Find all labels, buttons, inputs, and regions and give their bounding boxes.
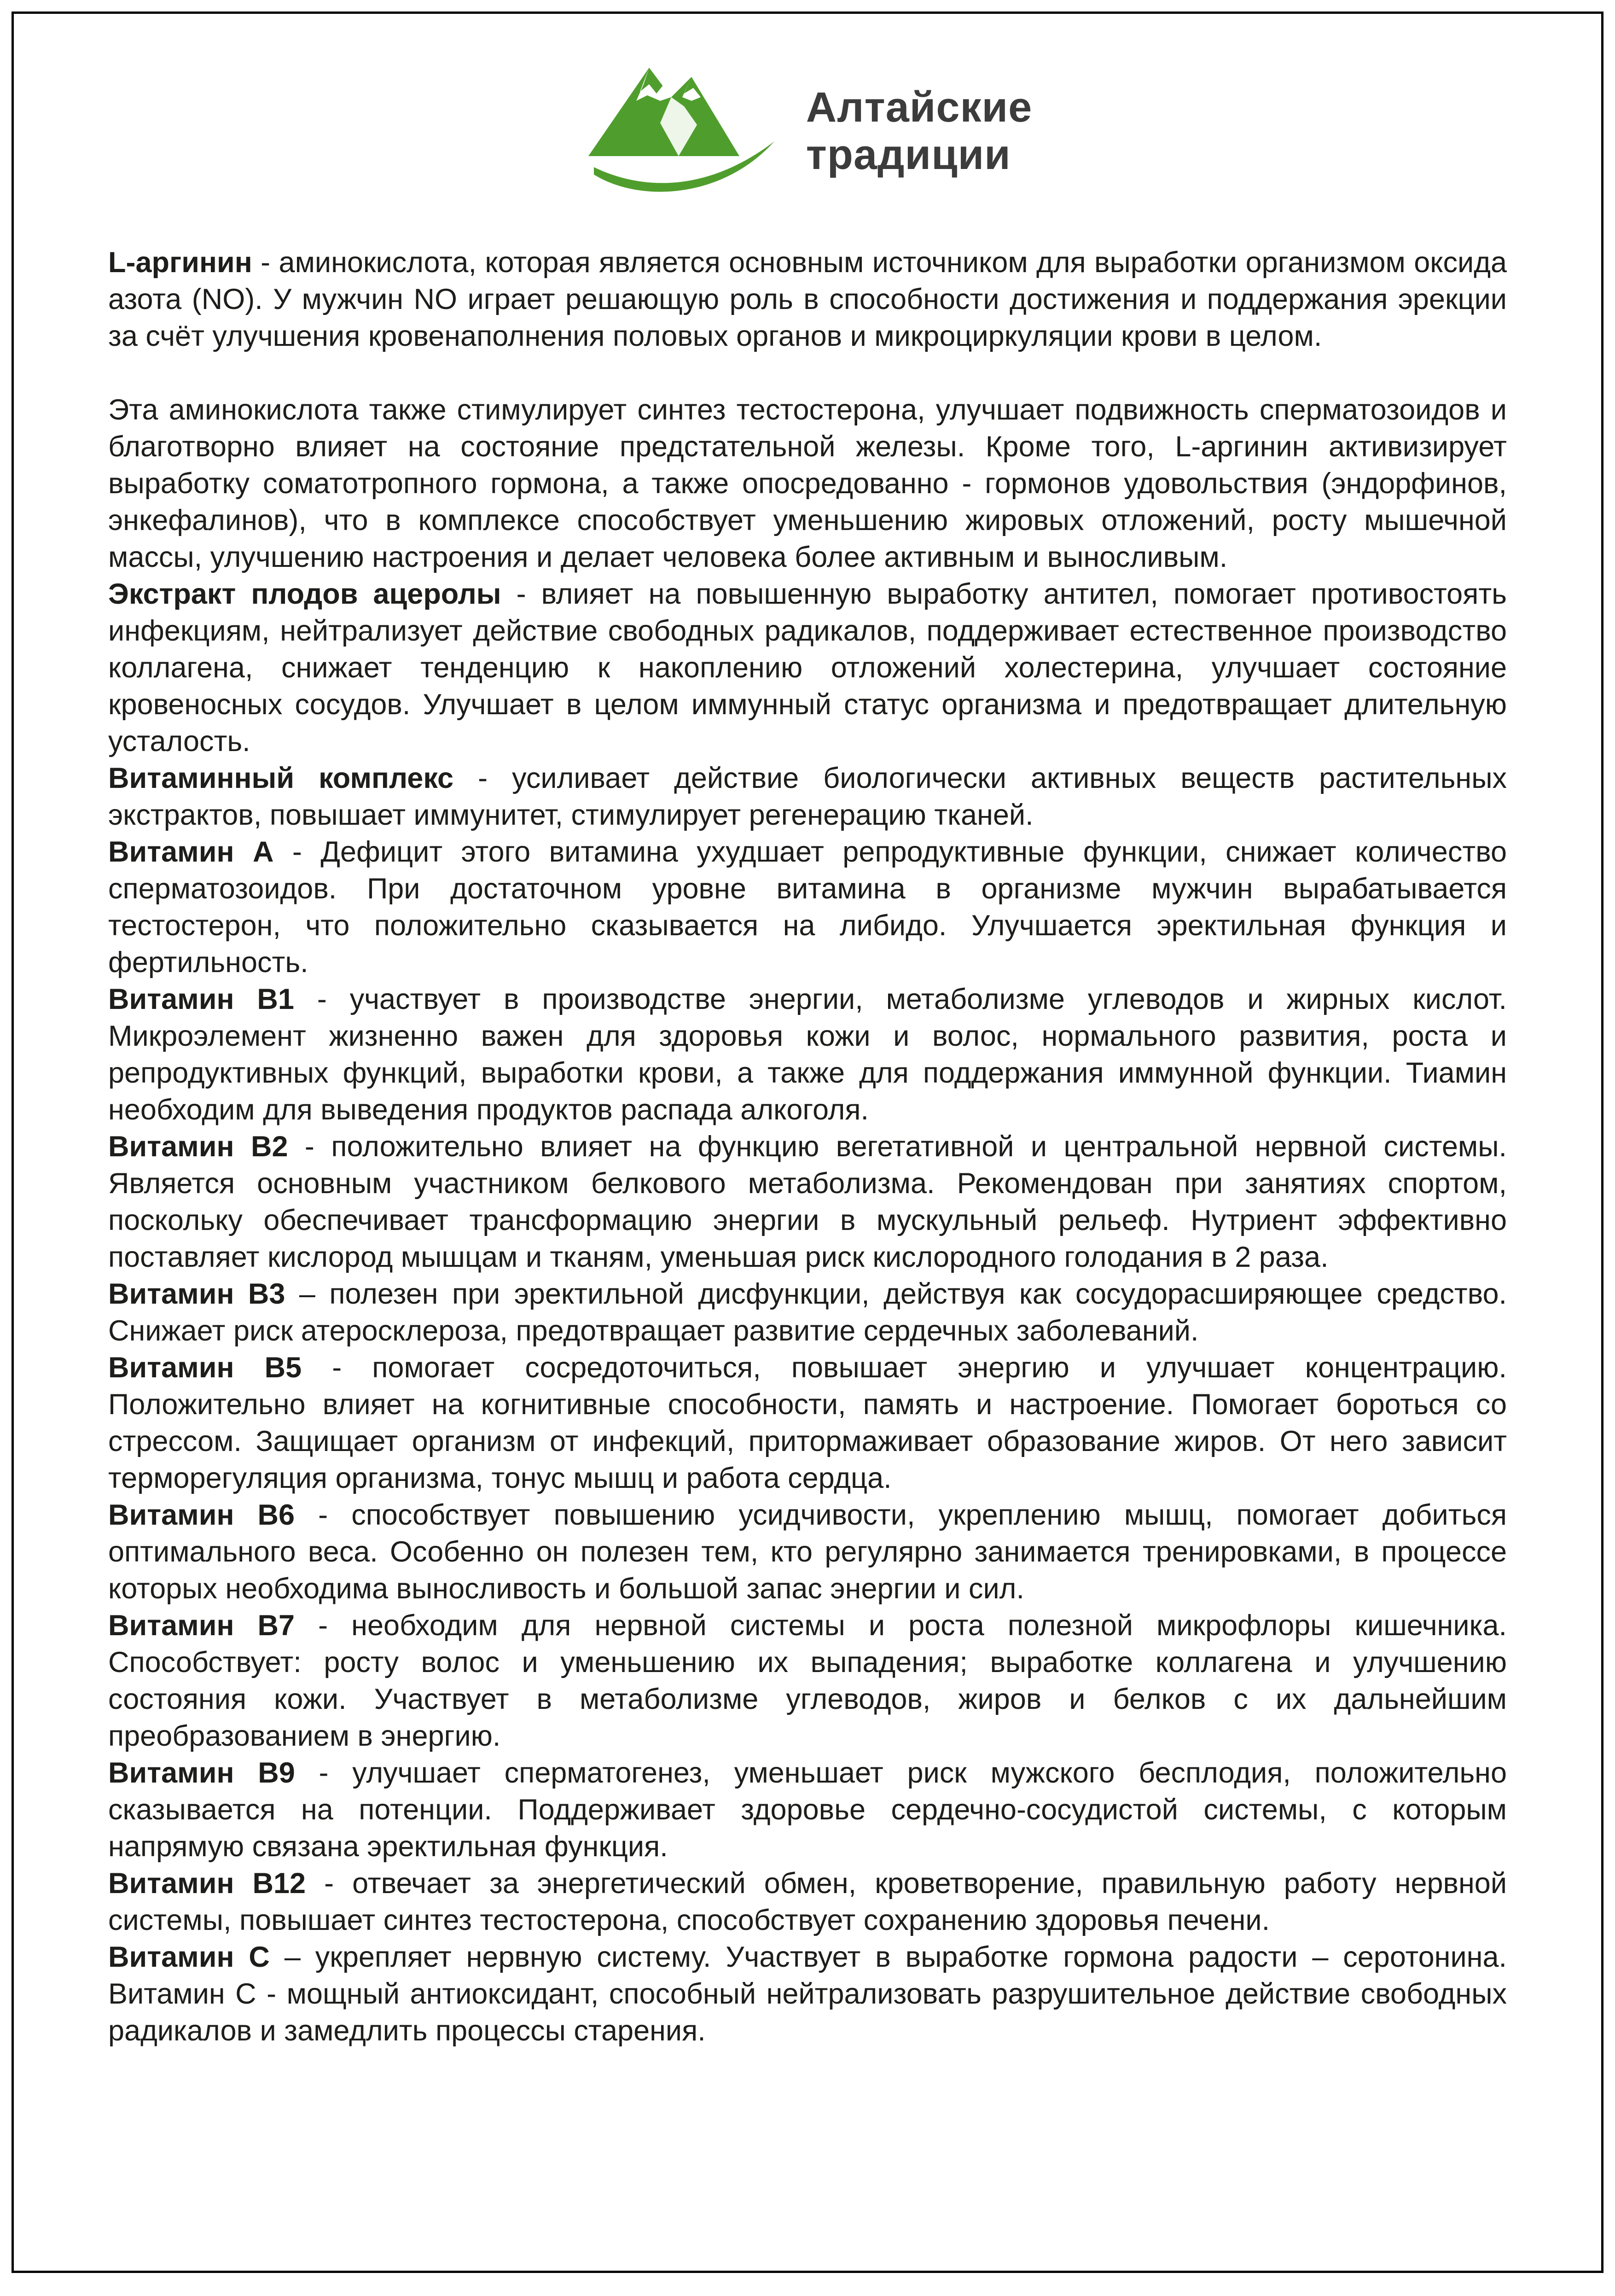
paragraph-lead: Витамин В5 [108,1352,302,1384]
document-body [108,244,1507,2049]
paragraph-text: - влияет на повышенную выработку антител, помогает противостоять инфекциям, нейтрализует действие свободных радикалов, поддерживает естественное производство коллагена, снижает тенденцию к накоплению отложений холестерина, улучшает состояние кровеносных сосудов. Улучшает в целом иммунный статус организма и предотвращает длительную усталость. [108,578,1507,758]
brand-line2: традиции [806,131,1011,178]
paragraph-lead: Витамин С [108,1941,270,1973]
paragraph-lead: Витамин А [108,836,274,868]
paragraph-vitamin-b3 [108,1276,1507,1349]
paragraph-lead: Витамин В3 [108,1278,285,1310]
paragraph-lead: Витамин В12 [108,1867,306,1900]
paragraph-text: - отвечает за энергетический обмен, кроветворение, правильную работу нервной системы, повышает синтез тестостерона, способствует сохранению здоровья печени. [108,1867,1507,1936]
paragraph-vitamin-b6 [108,1497,1507,1607]
document-page [12,12,1603,2273]
paragraph-vitamin-b12 [108,1865,1507,1939]
paragraph-lead: Витамин В9 [108,1757,295,1789]
paragraph-text: Эта аминокислота также стимулирует синтез тестостерона, улучшает подвижность сперматозоидов и благотворно влияет на состояние предстательной железы. Кроме того, L-аргинин активизирует выработку соматотропного гормона, а также опосредованно - гормонов удовольствия (эндорфинов, энкефалинов), что в комплексе способствует уменьшению жировых отложений, росту мышечной массы, улучшению настроения и делает человека более активным и выносливым. [108,394,1507,573]
paragraph-amino-acid [108,391,1507,576]
paragraph-acerola-extract [108,576,1507,760]
paragraph-text: – полезен при эректильной дисфункции, действуя как сосудорасширяющее средство. Снижает риск атеросклероза, предотвращает развитие сердечных заболеваний. [108,1278,1507,1347]
paragraph-lead: Экстракт плодов ацеролы [108,578,501,610]
paragraph-text: - усиливает действие биологически активных веществ растительных экстрактов, повышает иммунитет, стимулирует регенерацию тканей. [108,762,1507,831]
paragraph-l-arginine [108,244,1507,355]
paragraph-vitamin-b5 [108,1349,1507,1497]
paragraph-vitamin-b7 [108,1607,1507,1754]
paragraph-text: - Дефицит этого витамина ухудшает репродуктивные функции, снижает количество сперматозоидов. При достаточном уровне витамина в организме мужчин вырабатывается тестостерон, что положительно сказывается на либидо. Улучшается эректильная функция и фертильность. [108,836,1507,979]
logo-header [108,51,1507,212]
paragraph-vitamin-c [108,1939,1507,2049]
paragraph-vitamin-b9 [108,1754,1507,1865]
brand-name [806,84,1033,179]
paragraph-text: - способствует повышению усидчивости, укреплению мышц, помогает добиться оптимального веса. Особенно он полезен тем, кто регулярно занимается тренировками, в процессе которых необходима выносливость и большой запас энергии и сил. [108,1499,1507,1605]
paragraph-lead: Витамин В2 [108,1131,288,1163]
paragraph-text: - аминокислота, которая является основным источником для выработки организмом оксида азота (NO). У мужчин NO играет решающую роль в способности достижения и поддержания эрекции за счёт улучшения кровенаполнения половых органов и микроциркуляции крови в целом. [108,246,1507,352]
paragraph-text: – укрепляет нервную систему. Участвует в выработке гормона радости – серотонина. Витамин С - мощный антиоксидант, способный нейтрализовать разрушительное действие свободных радикалов и замедлить процессы старения. [108,1941,1507,2047]
paragraph-lead: Витаминный комплекс [108,762,454,794]
brand-line1: Алтайские [806,83,1033,131]
paragraph-text: - необходим для нервной системы и роста полезной микрофлоры кишечника. Способствует: росту волос и уменьшению их выпадения; выработке коллагена и улучшению состояния кожи. Участвует в метаболизме углеводов, жиров и белков с их дальнейшим преобразованием в энергию. [108,1609,1507,1752]
paragraph-vitamin-b2 [108,1128,1507,1276]
paragraph-vitamin-complex [108,760,1507,833]
paragraph-text: - положительно влияет на функцию вегетативной и центральной нервной системы. Является основным участником белкового метаболизма. Рекомендован при занятиях спортом, поскольку обеспечивает трансформацию энергии в мускульный рельеф. Нутриент эффективно поставляет кислород мышцам и тканям, уменьшая риск кислородного голодания в 2 раза. [108,1131,1507,1273]
paragraph-lead: Витамин В7 [108,1609,295,1642]
mountain-logo-icon [583,51,785,212]
paragraph-vitamin-b1 [108,981,1507,1128]
paragraph-lead: Витамин В6 [108,1499,295,1531]
paragraph-vitamin-a [108,833,1507,981]
paragraph-text: - помогает сосредоточиться, повышает энергию и улучшает концентрацию. Положительно влияет на когнитивные способности, память и настроение. Помогает бороться со стрессом. Защищает организм от инфекций, притормаживает образование жиров. От него зависит терморегуляция организма, тонус мышц и работа сердца. [108,1352,1507,1494]
paragraph-text: - улучшает сперматогенез, уменьшает риск мужского бесплодия, положительно сказывается на потенции. Поддерживает здоровье сердечно-сосудистой системы, с которым напрямую связана эректильная функция. [108,1757,1507,1863]
paragraph-lead: L-аргинин [108,246,252,279]
paragraph-text: - участвует в производстве энергии, метаболизме углеводов и жирных кислот. Микроэлемент жизненно важен для здоровья кожи и волос, нормального развития, роста и репродуктивных функций, выработки крови, а также для поддержания иммунной функции. Тиамин необходим для выведения продуктов распада алкоголя. [108,983,1507,1126]
paragraph-lead: Витамин В1 [108,983,294,1015]
